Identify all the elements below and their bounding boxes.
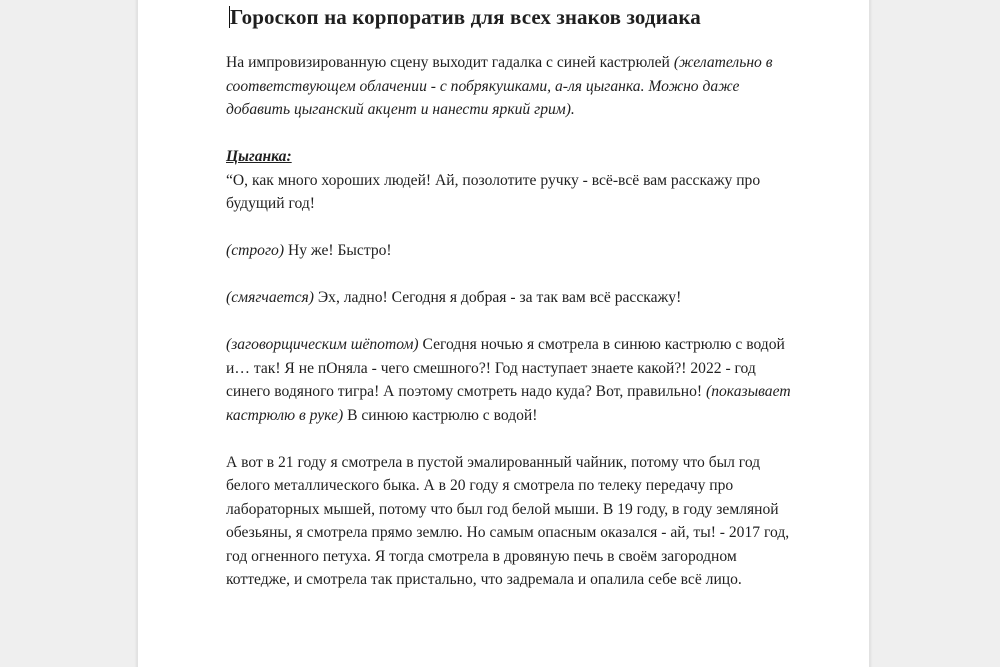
intro-stage-direction: (желательно в соответствующем облачении - с побрякушками, а-ля цыганка. Можно даже добавить цыганский акцент и нанести яркий грим). bbox=[226, 54, 773, 118]
document-content bbox=[226, 4, 796, 592]
spacer bbox=[226, 216, 796, 240]
speaker-name: Цыганка: bbox=[226, 148, 292, 165]
monologue-line-2 bbox=[226, 239, 796, 263]
document-title[interactable] bbox=[230, 4, 796, 30]
spacer bbox=[226, 263, 796, 287]
stage-direction: (заговорщическим шёпотом) bbox=[226, 336, 419, 353]
text-cursor bbox=[229, 6, 230, 28]
spacer bbox=[226, 310, 796, 334]
stage-direction: (смягчается) bbox=[226, 289, 314, 306]
stage-direction: (показывает кастрюлю в руке) bbox=[226, 383, 791, 424]
line-text: Сегодня ночью я смотрела в синюю кастрюлю с водой и… так! Я не пОняла - чего смешного?! Год наступает знаете какой?! 2022 - год синего водяного тигра! А поэтому смотреть надо куда? Вот, правильно! bbox=[226, 336, 785, 400]
stage-direction: (строго) bbox=[226, 242, 285, 259]
line-text: Ну же! Быстро! bbox=[284, 242, 392, 259]
document-page bbox=[137, 0, 870, 667]
monologue-line-5: А вот в 21 году я смотрела в пустой эмалированный чайник, потому что был год белого металлического быка. А в 20 году я смотрела по телеку передачу про лабораторных мышей, потому что был год белой мыши. В 19 году, в году земляной обезьяны, я смотрела прямо землю. Но самым опасным оказался - ай, ты! - 2017 год, год огненного петуха. Я тогда смотрела в дровяную печь в своём загородном коттедже, и смотрела так пристально, что задремала и опалила себе всё лицо. bbox=[226, 453, 790, 588]
monologue-line-4 bbox=[226, 333, 796, 427]
intro-text: На импровизированную сцену выходит гадалка с синей кастрюлей bbox=[226, 54, 670, 71]
line-text: Эх, ладно! Сегодня я добрая - за так вам всё расскажу! bbox=[313, 289, 682, 306]
monologue-line-1: “О, как много хороших людей! Ай, позолотите ручку - всё-всё вам расскажу про будущий год! bbox=[226, 171, 761, 212]
spacer bbox=[226, 427, 796, 451]
document-title-text: Гороскоп на корпоратив для всех знаков зодиака bbox=[230, 5, 701, 29]
speaker-label bbox=[226, 145, 796, 169]
spacer bbox=[226, 122, 796, 146]
monologue-line-3 bbox=[226, 286, 796, 310]
line-text: В синюю кастрюлю с водой! bbox=[343, 406, 538, 424]
intro-paragraph bbox=[226, 51, 796, 122]
